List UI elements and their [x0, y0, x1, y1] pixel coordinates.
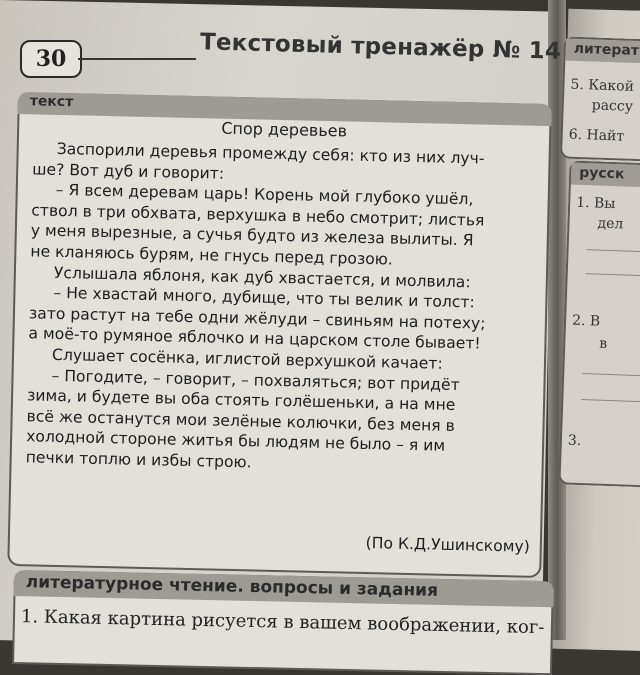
right-item: 5. Какой [570, 76, 635, 95]
right-item: дел [597, 215, 624, 233]
story-line: Слушает сосёнка, иглистой верхушкой качает: [51, 345, 443, 373]
right-box-literature [560, 36, 640, 161]
story-line: у меня вырезные, а сучья будто из железа вылиты. Я [30, 221, 474, 250]
right-box-russian [558, 160, 640, 487]
story-body [25, 138, 538, 479]
text-section [7, 92, 552, 578]
page-number: 30 [20, 40, 82, 78]
right-item: 3. [567, 432, 582, 450]
story-line: зима, и будете вы оба стоять голёшеньки, а на мне [26, 386, 456, 415]
story-line: Заспорили деревья промежду себя: кто из них луч- [56, 139, 485, 168]
story-line: – Погодите, – говорит, – похваляться; вот придёт [51, 366, 460, 394]
right-item: в [599, 335, 608, 352]
story-line: ствол в три обхвата, верхушка в небо смотрит; листья [31, 201, 485, 230]
story-line: ше? Вот дуб и говорит: [32, 159, 225, 183]
story-line: – Я всем деревам царь! Корень мой глубоко ушёл, [55, 181, 474, 209]
lit-section [12, 570, 554, 675]
right-item: 2. В [571, 312, 601, 330]
right-box-russian-tab [571, 163, 640, 188]
story-line: – Не хвастай много, дубище, что ты велик и толст: [53, 284, 475, 312]
story-line: печки топлю и избы строю. [25, 448, 252, 472]
lit-section-label: литературное чтение. вопросы и задания [25, 572, 439, 601]
story-line: всё же останутся мои зелёные колючки, без меня в [26, 407, 456, 435]
header-rule [78, 58, 196, 60]
right-box-russian-label: русск [578, 164, 625, 183]
answer-line [587, 249, 640, 253]
right-item: 6. Найт [568, 126, 625, 145]
page-header-title: Текстовый тренажёр № 14 [199, 29, 562, 65]
question-1: 1. Какая картина рисуется в вашем воображении, ког- [20, 606, 545, 639]
story-line: а моё-то румяное яблочко и на царском столе бывает! [28, 324, 481, 353]
text-section-label: текст [29, 93, 74, 111]
story-line: Услышала яблоня, как дуб хвастается, и молвила: [53, 263, 471, 291]
story-line: не кланяюсь бурям, не гнусь перед грозою. [30, 242, 394, 269]
story-line: зато растут на тебе одни жёлуди – свиньям на потеху; [28, 304, 486, 333]
right-item: 1. Вы [575, 194, 616, 213]
story-line: холодной стороне житья бы людям не было – я им [25, 427, 446, 456]
answer-line [586, 273, 640, 277]
right-item: рассу [591, 97, 634, 115]
right-box-literature-tab [565, 39, 640, 64]
right-box-literature-label: литерат [573, 40, 640, 60]
story-title: Спор деревьев [221, 118, 348, 141]
answer-line [581, 399, 640, 403]
story-source: (По К.Д.Ушинскому) [365, 534, 531, 556]
answer-line [582, 373, 640, 377]
